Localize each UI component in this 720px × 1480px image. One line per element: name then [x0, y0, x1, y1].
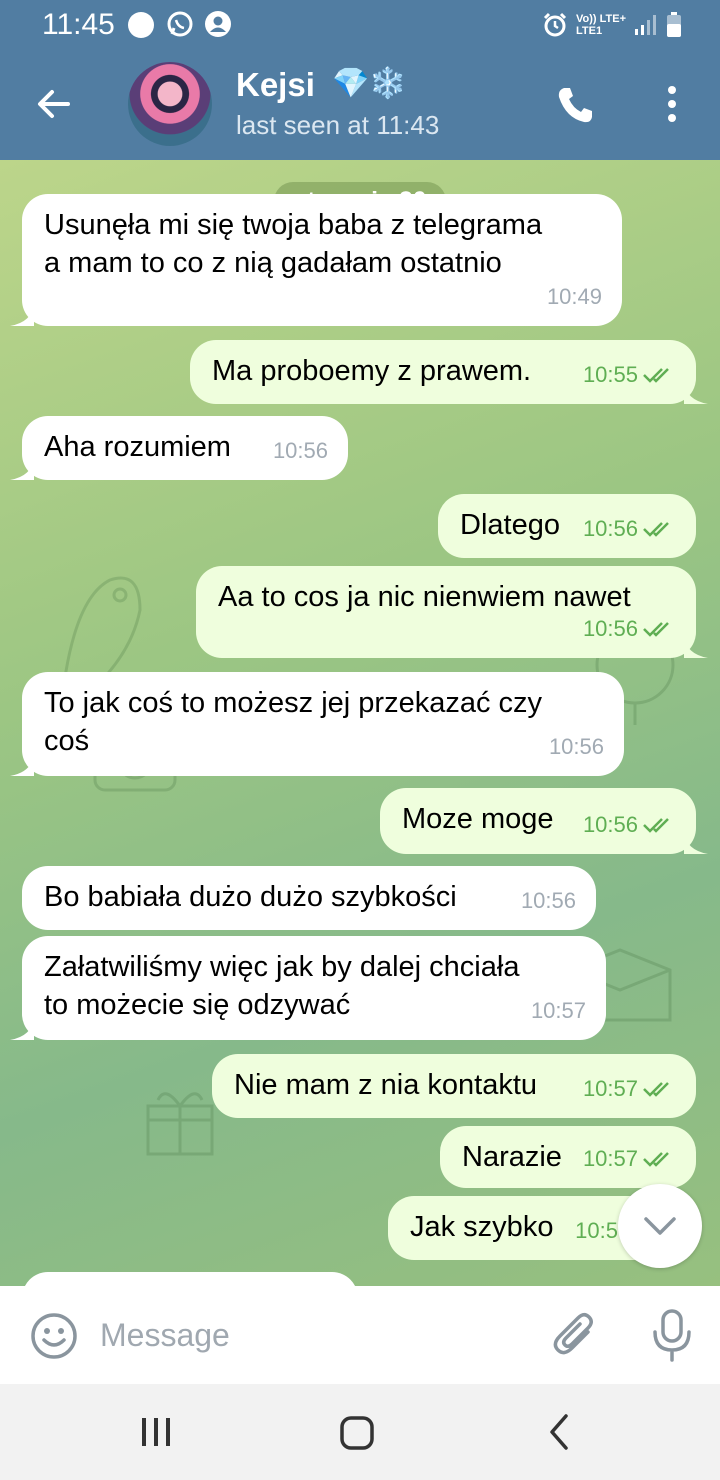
message-text: Załatwiliśmy więc jak by dalej chciała [44, 951, 520, 983]
attach-icon[interactable] [552, 1310, 600, 1360]
message-text: Usunęła mi się twoja baba z telegrama [44, 209, 543, 241]
status-bar [0, 0, 720, 50]
bubble-tail [10, 458, 34, 480]
message-bubble-outgoing[interactable] [190, 340, 696, 404]
message-text: to możecie się odzywać [44, 989, 351, 1021]
battery-icon [666, 12, 682, 38]
message-bubble-incoming[interactable] [22, 416, 348, 480]
phone-icon[interactable] [554, 84, 596, 126]
message-bubble-incoming[interactable] [22, 936, 606, 1040]
more-options-icon[interactable] [652, 84, 692, 124]
time-label: 10:56 [548, 734, 604, 759]
message-time [583, 610, 676, 648]
network-bottom: LTE1 [575, 25, 603, 37]
message-text: To jak coś to możesz jej przekazać czy [44, 687, 543, 719]
chat-area[interactable] [0, 160, 720, 1286]
recent-apps-icon[interactable] [138, 1414, 174, 1450]
message-time [549, 728, 604, 766]
network-label [576, 13, 626, 37]
message-text: Moze moge [402, 803, 554, 835]
contact-name[interactable]: Kejsi [236, 66, 315, 103]
status-right [542, 8, 682, 42]
contact-avatar[interactable] [128, 62, 212, 146]
time-label: 10:55 [582, 362, 638, 387]
message-bubble-outgoing[interactable] [196, 566, 696, 658]
time-label: 10:56 [272, 438, 328, 463]
message-time [583, 356, 676, 394]
read-checkmarks-icon [642, 815, 676, 835]
message-bubble-outgoing[interactable] [380, 788, 696, 854]
message-time [547, 278, 602, 316]
message-text: a mam to co z nią gadałam ostatnio [44, 247, 502, 279]
time-label: 10:56 [582, 616, 638, 641]
home-icon[interactable] [338, 1414, 376, 1452]
gift-doodle-icon [140, 1080, 220, 1160]
chat-header [0, 0, 720, 160]
time-label: 10:56 [582, 812, 638, 837]
bubble-tail [684, 382, 708, 404]
last-seen-status: last seen at 11:43 [236, 110, 440, 140]
message-text: Nie mam z nia kontaktu [234, 1069, 538, 1101]
time-label: 10:57 [582, 1146, 638, 1171]
read-checkmarks-icon [642, 519, 676, 539]
name-badges: 💎❄️ [332, 67, 407, 100]
message-input[interactable] [100, 1308, 530, 1362]
whatsapp-icon [166, 10, 194, 38]
message-text: Ma proboemy z prawem. [212, 355, 532, 387]
time-label: 10:49 [546, 284, 602, 309]
message-bubble-outgoing[interactable] [212, 1054, 696, 1118]
status-time: 11:45 [42, 8, 115, 41]
microphone-icon[interactable] [650, 1308, 694, 1362]
time-label: 10:56 [520, 888, 576, 913]
bubble-tail [684, 636, 708, 658]
message-text: Jak szybko [410, 1211, 554, 1243]
message-time [521, 882, 576, 920]
read-checkmarks-icon [642, 1149, 676, 1169]
message-bubble-incoming[interactable] [22, 1272, 358, 1286]
message-text: Narazie [462, 1141, 562, 1173]
bubble-tail [10, 1018, 34, 1040]
message-text: Dlatego [460, 509, 560, 541]
account-icon [204, 10, 232, 38]
bubble-tail [10, 754, 34, 776]
nav-back-icon[interactable] [544, 1412, 574, 1452]
message-time [531, 992, 586, 1030]
message-bubble-incoming[interactable] [22, 866, 596, 930]
message-text: coś [44, 725, 90, 757]
message-bubble-incoming[interactable] [22, 672, 624, 776]
message-bubble-outgoing[interactable] [438, 494, 696, 558]
message-time [575, 1212, 618, 1250]
bubble-tail [684, 832, 708, 854]
time-label: 10:57 [530, 998, 586, 1023]
read-checkmarks-icon [642, 619, 676, 639]
chevron-down-icon [643, 1216, 677, 1236]
message-time [583, 1140, 676, 1178]
message-time [273, 432, 328, 470]
back-arrow-icon[interactable] [34, 84, 74, 124]
scroll-down-button[interactable] [618, 1184, 702, 1268]
message-text: Aha rozumiem [44, 431, 231, 463]
message-bubble-outgoing[interactable] [440, 1126, 696, 1188]
notification-dot-icon [128, 12, 154, 38]
message-time [583, 1070, 676, 1108]
network-top: Vo)) LTE+ [575, 13, 626, 25]
read-checkmarks-icon [642, 1079, 676, 1099]
message-text: Aa to cos ja nic nienwiem nawet [218, 581, 631, 613]
emoji-icon[interactable] [30, 1312, 78, 1360]
message-bubble-incoming[interactable] [22, 194, 622, 326]
signal-icon [634, 14, 658, 36]
message-composer [0, 1286, 720, 1384]
alarm-icon [542, 12, 568, 38]
time-label: 10:57 [582, 1076, 638, 1101]
time-label: 10:56 [582, 516, 638, 541]
time-label: 10:5 [575, 1218, 618, 1243]
message-time [583, 510, 676, 548]
read-checkmarks-icon [642, 365, 676, 385]
message-text: Bo babiała dużo dużo szybkości [44, 881, 457, 913]
bubble-tail [10, 304, 34, 326]
system-navigation-bar [0, 1384, 720, 1480]
message-time [583, 806, 676, 844]
